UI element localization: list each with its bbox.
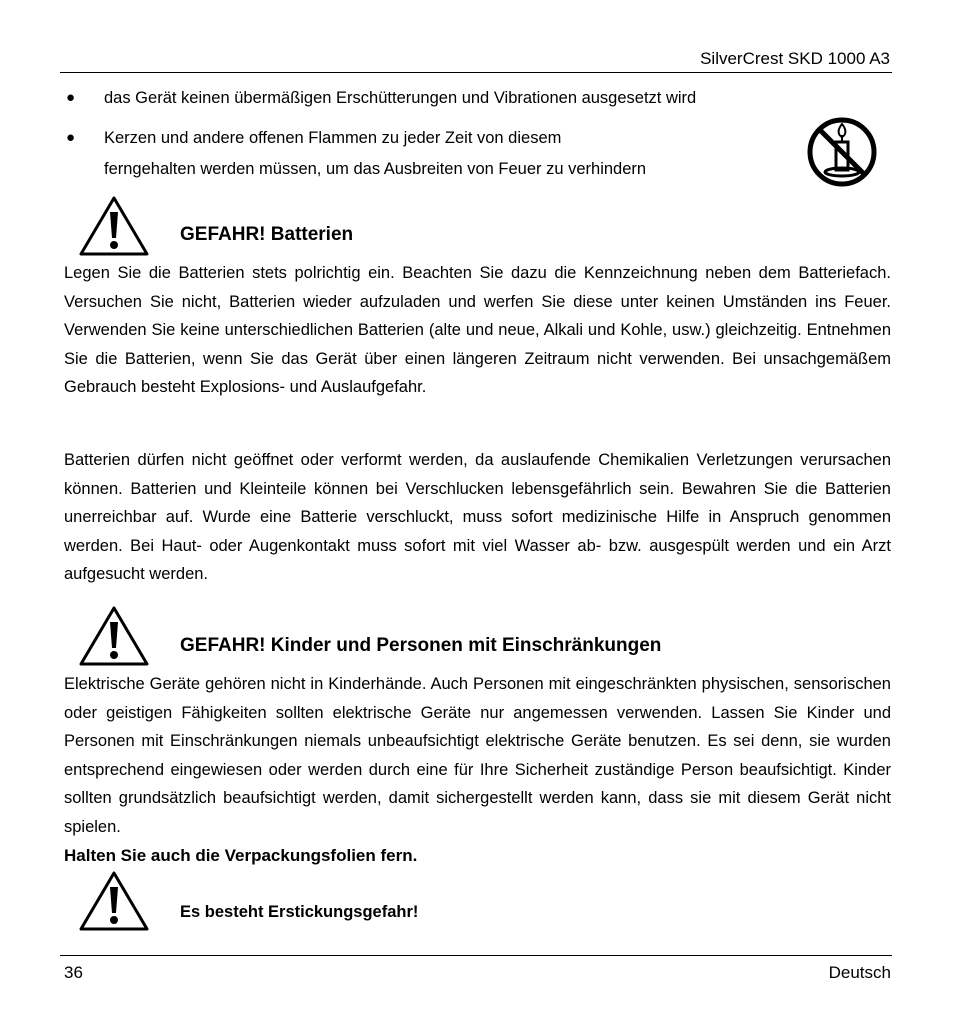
header-title: SilverCrest SKD 1000 A3 xyxy=(700,49,890,68)
children-paragraph: Elektrische Geräte gehören nicht in Kinderhände. Auch Personen mit eingeschränkten physischen, sensorischen oder geistigen Fähigkeiten sollten elektrische Geräte nur angemessen verwenden. Lassen Sie Kinder und Personen mit Einschränkungen niemals unbeaufsichtigt elektrische Geräte benutzen. Es sei denn, sie wurden entsprechend eingewiesen oder werden durch eine für Ihre Sicherheit zuständige Person beaufsichtigt. Kinder sollten grundsätzlich beaufsichtigt werden, damit sichergestellt werden kann, dass sie mit diesem Gerät nicht spielen. xyxy=(64,675,891,836)
bullet-text-line2: ferngehalten werden müssen, um das Ausbreiten von Feuer zu verhindern xyxy=(104,160,647,178)
warning-triangle-icon xyxy=(78,605,150,667)
header-rule xyxy=(60,72,892,73)
bullet-text: das Gerät keinen übermäßigen Erschütterungen und Vibrationen ausgesetzt wird xyxy=(104,89,697,107)
section-heading-children: GEFAHR! Kinder und Personen mit Einschränkungen xyxy=(180,635,662,656)
warning-triangle-icon xyxy=(78,195,150,257)
footer-rule xyxy=(60,955,892,956)
warning-triangle-icon xyxy=(78,870,150,932)
bullet-dot: ● xyxy=(66,129,76,146)
packaging-warning: Halten Sie auch die Verpackungsfolien fern. xyxy=(64,846,418,865)
suffocation-warning: Es besteht Erstickungsgefahr! xyxy=(180,903,419,921)
bullet-text-line1: Kerzen und andere offenen Flammen zu jeder Zeit von diesem xyxy=(104,129,562,147)
batteries-paragraph-1: Legen Sie die Batterien stets polrichtig ein. Beachten Sie dazu die Kennzeichnung neben dem Batteriefach. Versuchen Sie nicht, Batterien wieder aufzuladen und werfen Sie diese unter keinen Umständen ins Feuer. Verwenden Sie keine unterschiedlichen Batterien (alte und neue, Alkali und Kohle, usw.) gleichzeitig. Entnehmen Sie die Batterien, wenn Sie das Gerät über einen längeren Zeitraum nicht verwenden. Bei unsachgemäßem Gebrauch besteht Explosions- und Auslaufgefahr. xyxy=(64,264,891,397)
bullet-dot: ● xyxy=(66,89,76,106)
section-heading-batteries: GEFAHR! Batterien xyxy=(180,224,354,245)
page-number: 36 xyxy=(64,963,83,982)
no-open-flame-icon xyxy=(804,116,880,188)
batteries-paragraph-2: Batterien dürfen nicht geöffnet oder verformt werden, da auslaufende Chemikalien Verletzungen verursachen können. Batterien und Kleinteile können bei Verschlucken lebensgefährlich sein. Bewahren Sie die Batterien unerreichbar auf. Wurde eine Batterie verschluckt, muss sofort medizinische Hilfe in Anspruch genommen werden. Bei Haut- oder Augenkontakt muss sofort mit viel Wasser ab- bzw. ausgespült werden und ein Arzt aufgesucht werden. xyxy=(64,451,891,584)
footer-language: Deutsch xyxy=(828,963,891,982)
